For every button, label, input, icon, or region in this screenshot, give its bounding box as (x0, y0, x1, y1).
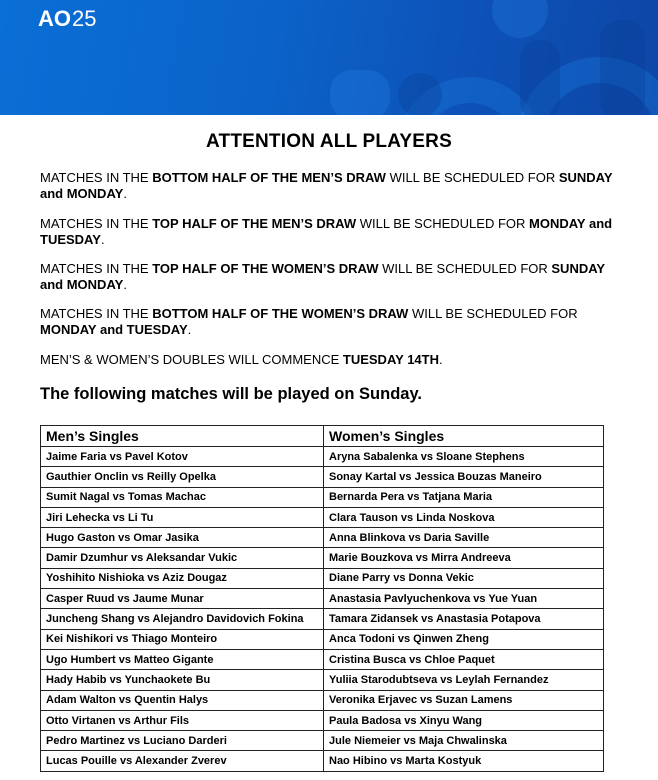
table-header-row (41, 426, 604, 447)
mens-match-cell: Jiri Lehecka vs Li Tu (41, 507, 324, 527)
text: MATCHES IN THE (40, 170, 153, 185)
table-row (41, 467, 604, 487)
mens-match-cell: Adam Walton vs Quentin Halys (41, 690, 324, 710)
womens-match-cell: Diane Parry vs Donna Vekic (324, 568, 604, 588)
table-row (41, 609, 604, 629)
text-bold: TUESDAY 14TH (342, 352, 439, 367)
text: WILL BE SCHEDULED FOR (378, 261, 552, 276)
table-row (41, 589, 604, 609)
text-bold: MONDAY and TUESDAY (40, 322, 188, 337)
womens-match-cell: Yuliia Starodubtseva vs Leylah Fernandez (324, 670, 604, 690)
mens-match-cell: Sumit Nagal vs Tomas Machac (41, 487, 324, 507)
notice-title: ATTENTION ALL PLAYERS (206, 131, 452, 152)
mens-match-cell: Hugo Gaston vs Omar Jasika (41, 528, 324, 548)
table-row (41, 731, 604, 751)
mens-match-cell: Lucas Pouille vs Alexander Zverev (41, 751, 324, 771)
womens-match-cell: Marie Bouzkova vs Mirra Andreeva (324, 548, 604, 568)
womens-match-cell: Veronika Erjavec vs Suzan Lamens (324, 690, 604, 710)
mens-match-cell: Ugo Humbert vs Matteo Gigante (41, 649, 324, 669)
mens-match-cell: Jaime Faria vs Pavel Kotov (41, 447, 324, 467)
ao25-logo (38, 6, 96, 32)
notice-paragraph-1 (40, 170, 630, 202)
text: . (438, 352, 443, 367)
table-row (41, 690, 604, 710)
womens-match-cell: Anca Todoni vs Qinwen Zheng (324, 629, 604, 649)
womens-match-cell: Cristina Busca vs Chloe Paquet (324, 649, 604, 669)
text-bold: BOTTOM HALF OF THE MEN’S DRAW (152, 170, 386, 185)
table-body (41, 447, 604, 772)
column-header-mens-singles: Men’s Singles (41, 426, 324, 447)
text: . (100, 232, 105, 247)
table-row (41, 447, 604, 467)
notice-paragraph-3 (40, 261, 630, 293)
text: MATCHES IN THE (40, 261, 153, 276)
sunday-schedule-table (40, 425, 604, 772)
text: WILL BE SCHEDULED FOR (385, 170, 559, 185)
table-row (41, 528, 604, 548)
mens-match-cell: Casper Ruud vs Jaume Munar (41, 589, 324, 609)
womens-match-cell: Paula Badosa vs Xinyu Wang (324, 710, 604, 730)
sunday-heading: The following matches will be played on Sunday. (40, 385, 422, 403)
mens-match-cell: Yoshihito Nishioka vs Aziz Dougaz (41, 568, 324, 588)
mens-match-cell: Kei Nishikori vs Thiago Monteiro (41, 629, 324, 649)
womens-match-cell: Aryna Sabalenka vs Sloane Stephens (324, 447, 604, 467)
womens-match-cell: Clara Tauson vs Linda Noskova (324, 507, 604, 527)
text-bold: TOP HALF OF THE MEN’S DRAW (152, 216, 357, 231)
womens-match-cell: Tamara Zidansek vs Anastasia Potapova (324, 609, 604, 629)
table-row (41, 487, 604, 507)
text: MEN’S & WOMEN’S DOUBLES WILL COMMENCE (40, 352, 343, 367)
womens-match-cell: Bernarda Pera vs Tatjana Maria (324, 487, 604, 507)
womens-match-cell: Nao Hibino vs Marta Kostyuk (324, 751, 604, 771)
notice-paragraph-5 (40, 352, 630, 368)
womens-match-cell: Anastasia Pavlyuchenkova vs Yue Yuan (324, 589, 604, 609)
notice-paragraph-4 (40, 306, 630, 338)
table-row (41, 710, 604, 730)
mens-match-cell: Hady Habib vs Yunchaokete Bu (41, 670, 324, 690)
text: WILL BE SCHEDULED FOR (356, 216, 530, 231)
mens-match-cell: Juncheng Shang vs Alejandro Davidovich Fokina (41, 609, 324, 629)
womens-match-cell: Jule Niemeier vs Maja Chwalinska (324, 731, 604, 751)
table-row (41, 507, 604, 527)
banner-pattern (0, 0, 658, 115)
text-bold: BOTTOM HALF OF THE WOMEN’S DRAW (152, 306, 409, 321)
womens-match-cell: Anna Blinkova vs Daria Saville (324, 528, 604, 548)
logo-year: 25 (72, 6, 97, 31)
text: MATCHES IN THE (40, 306, 153, 321)
table-row (41, 548, 604, 568)
table-row (41, 629, 604, 649)
column-header-womens-singles: Women’s Singles (324, 426, 604, 447)
text-bold: SUNDAY and MONDAY (40, 261, 605, 292)
mens-match-cell: Pedro Martinez vs Luciano Darderi (41, 731, 324, 751)
text-bold: SUNDAY and MONDAY (40, 170, 613, 201)
notice-paragraph-2 (40, 216, 630, 248)
text: WILL BE SCHEDULED FOR (408, 306, 578, 321)
text: . (123, 277, 127, 292)
logo-ao: AO (38, 6, 71, 31)
mens-match-cell: Damir Dzumhur vs Aleksandar Vukic (41, 548, 324, 568)
table-row (41, 751, 604, 771)
text: . (187, 322, 192, 337)
text-bold: TOP HALF OF THE WOMEN’S DRAW (152, 261, 379, 276)
table-row (41, 670, 604, 690)
text: MATCHES IN THE (40, 216, 153, 231)
header-banner (0, 0, 658, 115)
table-row (41, 649, 604, 669)
table-row (41, 568, 604, 588)
mens-match-cell: Otto Virtanen vs Arthur Fils (41, 710, 324, 730)
mens-match-cell: Gauthier Onclin vs Reilly Opelka (41, 467, 324, 487)
womens-match-cell: Sonay Kartal vs Jessica Bouzas Maneiro (324, 467, 604, 487)
text: . (123, 186, 127, 201)
text-bold: MONDAY and TUESDAY (40, 216, 613, 247)
